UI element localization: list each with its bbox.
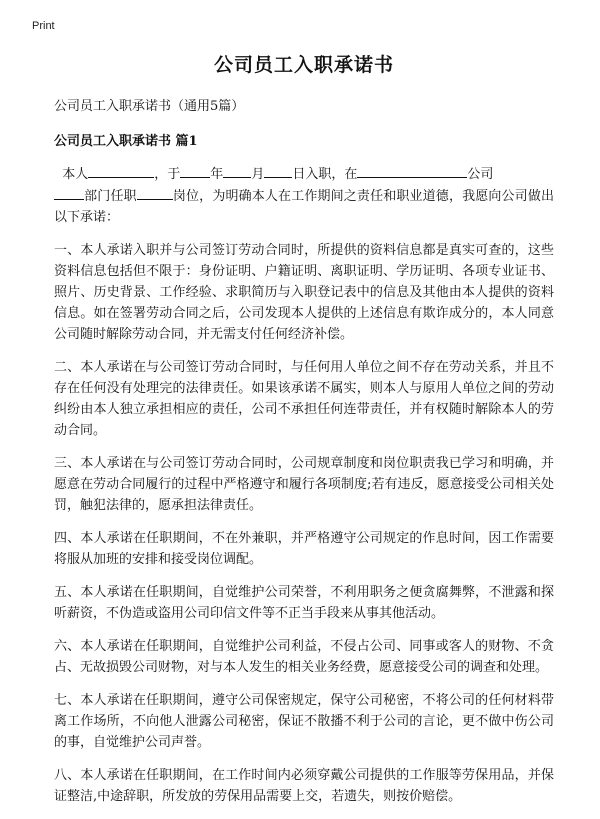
intro-paragraph xyxy=(54,163,554,228)
department-blank xyxy=(54,185,84,200)
paragraph-2: 二、本人承诺在与公司签订劳动合同时，与任何用人单位之间不存在劳动关系，并且不存在任何没有处理完的法律责任。如果该承诺不属实，则本人与原用人单位之间的劳动纠纷由本人独立承担相应的责任，公司不承担任何连带责任，并有权随时解除本人的劳动合同。 xyxy=(54,360,554,438)
paragraph-5: 五、本人承诺在任职期间，自觉维护公司荣誉，不利用职务之便贪腐舞弊，不泄露和探听薪资，不伪造或盗用公司印信文件等不正当手段来从事其他活动。 xyxy=(54,585,554,621)
intro-text-1: 本人 xyxy=(62,167,89,182)
intro-text-3: 年 xyxy=(210,167,224,182)
intro-text-7: 部门任职 xyxy=(84,189,137,204)
paragraph-4: 四、本人承诺在任职期间，不在外兼职，并严格遵守公司规定的作息时间，因工作需要将服从加班的安排和接受岗位调配。 xyxy=(54,531,554,567)
document-page xyxy=(54,50,554,819)
month-blank xyxy=(223,163,251,178)
paragraph-6: 六、本人承诺在任职期间，自觉维护公司利益，不侵占公司、同事或客人的财物、不贪占、无故损毁公司财物，对与本人发生的相关业务经费，愿意接受公司的调查和处理。 xyxy=(54,639,554,675)
post-blank xyxy=(137,185,173,200)
paragraph-8: 八、本人承诺在任职期间，在工作时间内必须穿戴公司提供的工作服等劳保用品，并保证整洁,中途辞职，所发放的劳保用品需要上交，若遗失，则按价赔偿。 xyxy=(54,768,554,804)
paragraph-7: 七、本人承诺在任职期间，遵守公司保密规定，保守公司秘密，不将公司的任何材料带离工作场所，不向他人泄露公司秘密，保证不散播不利于公司的言论，更不做中伤公司的事，自觉维护公司声誉。 xyxy=(54,693,554,750)
paragraph-1: 一、本人承诺入职并与公司签订劳动合同时，所提供的资料信息都是真实可查的，这些资料信息包括但不限于：身份证明、户籍证明、离职证明、学历证明、各项专业证书、照片、历史背景、工作经验、求职简历与入职登记表中的信息及其他由本人提供的资料信息。如在签署劳动合同之后，公司发现本人提供的上述信息有欺诈成分的，本人同意公司随时解除劳动合同，并无需支付任何经济补偿。 xyxy=(54,243,554,342)
name-blank xyxy=(88,163,154,178)
company-blank xyxy=(357,163,467,178)
intro-text-2: ，于 xyxy=(154,167,181,182)
intro-text-6: 公司 xyxy=(467,167,494,182)
paragraph-3: 三、本人承诺在与公司签订劳动合同时，公司规章制度和岗位职责我已学习和明确，并愿意在劳动合同履行的过程中严格遵守和履行各项制度;若有违反，愿意接受公司相关处罚，触犯法律的，愿承担法律责任。 xyxy=(54,456,554,513)
year-blank xyxy=(180,163,210,178)
document-subtitle: 公司员工入职承诺书（通用5篇） xyxy=(54,99,245,114)
section-heading: 公司员工入职承诺书 篇1 xyxy=(54,134,198,149)
day-blank xyxy=(264,163,292,178)
intro-text-8: 岗位，为明确本人在工作期间之责任和职业道德，我愿向公司做出以下承诺： xyxy=(54,189,554,225)
print-label[interactable]: Print xyxy=(32,20,55,32)
intro-text-5: 日入职，在 xyxy=(292,167,358,182)
intro-text-4: 月 xyxy=(251,167,265,182)
document-title: 公司员工入职承诺书 xyxy=(213,54,394,76)
